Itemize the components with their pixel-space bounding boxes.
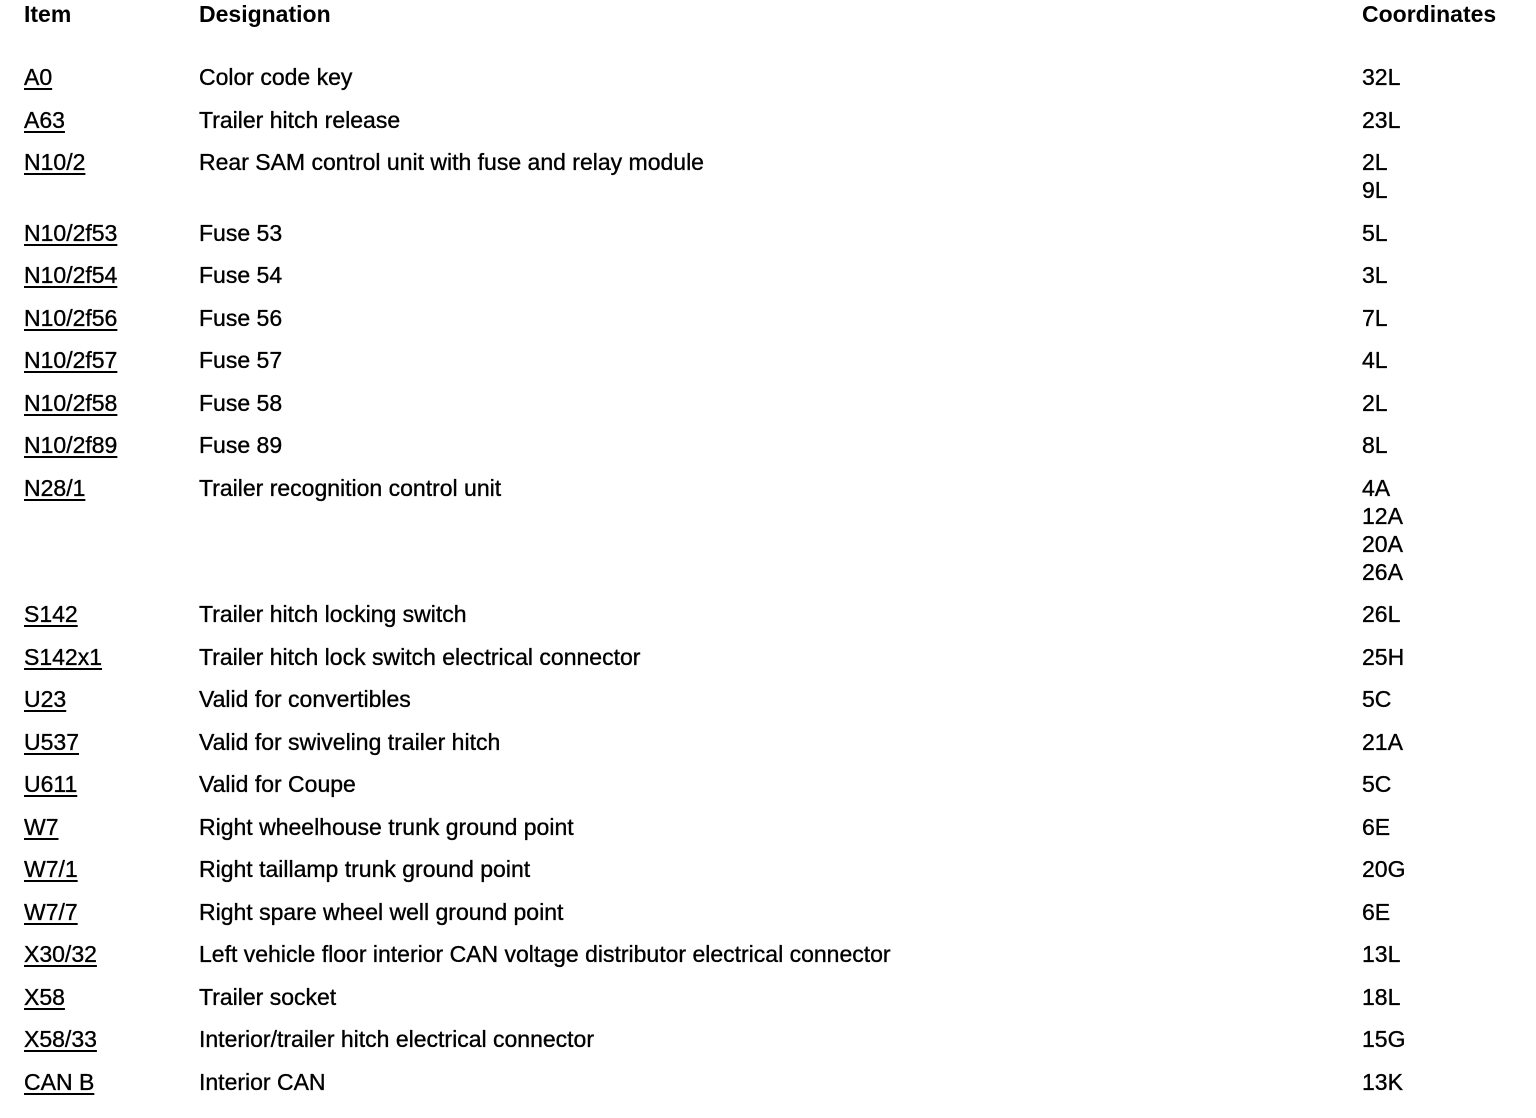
item-cell bbox=[24, 940, 97, 968]
item-link[interactable]: N10/2 bbox=[24, 149, 86, 175]
coordinate-value: 4L bbox=[1362, 347, 1388, 373]
designation-cell: Interior/trailer hitch electrical connector bbox=[199, 1026, 594, 1052]
coordinate-value: 18L bbox=[1362, 983, 1401, 1010]
coordinate-value: 8L bbox=[1362, 432, 1388, 458]
coordinate-value: 20A bbox=[1362, 530, 1403, 557]
item-cell bbox=[24, 219, 117, 247]
item-link[interactable]: U537 bbox=[24, 728, 79, 755]
designation-cell: Trailer hitch locking switch bbox=[199, 601, 467, 627]
designation-cell: Left vehicle floor interior CAN voltage distributor electrical connector bbox=[199, 941, 891, 967]
item-cell bbox=[24, 728, 79, 756]
designation-cell: Right taillamp trunk ground point bbox=[199, 856, 531, 882]
item-link[interactable]: U23 bbox=[24, 686, 67, 712]
coordinates-cell bbox=[1362, 940, 1400, 968]
coordinate-value: 13L bbox=[1362, 941, 1401, 967]
designation-cell: Fuse 56 bbox=[199, 304, 283, 331]
item-link[interactable]: N10/2f56 bbox=[24, 304, 118, 331]
coordinates-cell bbox=[1362, 1068, 1403, 1096]
coordinates-cell bbox=[1362, 346, 1388, 374]
column-header-coordinates: Coordinates bbox=[1362, 1, 1497, 27]
item-link[interactable]: N10/2f58 bbox=[24, 389, 118, 416]
item-cell bbox=[24, 1068, 94, 1096]
item-link[interactable]: X58 bbox=[24, 983, 65, 1010]
coordinates-cell bbox=[1362, 643, 1404, 671]
designation-cell: Rear SAM control unit with fuse and relay module bbox=[199, 149, 704, 175]
item-cell bbox=[24, 106, 65, 134]
coordinates-cell bbox=[1362, 898, 1390, 926]
item-link[interactable]: X30/32 bbox=[24, 941, 97, 967]
coordinates-cell bbox=[1362, 148, 1388, 204]
column-header-designation: Designation bbox=[199, 1, 331, 27]
table-header bbox=[0, 0, 1536, 52]
item-link[interactable]: W7/1 bbox=[24, 856, 78, 882]
coordinates-cell bbox=[1362, 813, 1390, 841]
coordinate-value: 21A bbox=[1362, 728, 1403, 755]
item-cell bbox=[24, 813, 59, 841]
coordinates-cell bbox=[1362, 728, 1403, 756]
item-cell bbox=[24, 346, 117, 374]
item-cell bbox=[24, 148, 85, 176]
item-cell bbox=[24, 431, 117, 459]
item-link[interactable]: N10/2f54 bbox=[24, 262, 118, 288]
item-link[interactable]: CAN B bbox=[24, 1068, 95, 1095]
coordinate-value: 5C bbox=[1362, 771, 1392, 797]
designation-cell: Fuse 58 bbox=[199, 389, 283, 416]
item-link[interactable]: A63 bbox=[24, 106, 65, 133]
coordinate-value: 15G bbox=[1362, 1026, 1406, 1052]
coordinates-cell bbox=[1362, 261, 1388, 289]
designation-cell: Trailer hitch release bbox=[199, 106, 401, 133]
item-cell bbox=[24, 685, 66, 713]
item-cell bbox=[24, 898, 78, 926]
column-header-item: Item bbox=[24, 1, 72, 27]
coordinate-value: 6E bbox=[1362, 898, 1391, 925]
designation-cell: Trailer hitch lock switch electrical connector bbox=[199, 643, 641, 670]
item-link[interactable]: N10/2f57 bbox=[24, 347, 118, 373]
item-cell bbox=[24, 600, 78, 628]
item-cell bbox=[24, 389, 117, 417]
coordinates-cell bbox=[1362, 855, 1405, 883]
coordinate-value: 2L bbox=[1362, 389, 1388, 416]
coordinates-cell bbox=[1362, 1025, 1405, 1053]
item-link[interactable]: S142 bbox=[24, 601, 78, 627]
item-link[interactable]: N28/1 bbox=[24, 474, 86, 501]
coordinates-cell bbox=[1362, 983, 1400, 1011]
designation-cell: Valid for Coupe bbox=[199, 771, 356, 797]
item-link[interactable]: U611 bbox=[24, 771, 78, 797]
coordinates-cell bbox=[1362, 304, 1388, 332]
coordinate-value: 5C bbox=[1362, 686, 1392, 712]
coordinates-cell bbox=[1362, 600, 1400, 628]
item-link[interactable]: S142x1 bbox=[24, 643, 103, 670]
coordinate-value: 5L bbox=[1362, 219, 1388, 246]
coordinate-value: 26L bbox=[1362, 601, 1401, 627]
item-cell bbox=[24, 474, 85, 502]
coordinate-value: 7L bbox=[1362, 304, 1388, 331]
item-cell bbox=[24, 855, 78, 883]
designation-cell: Valid for swiveling trailer hitch bbox=[199, 728, 501, 755]
coordinate-value: 32L bbox=[1362, 64, 1401, 90]
coordinates-cell bbox=[1362, 474, 1403, 586]
coordinates-cell bbox=[1362, 63, 1400, 91]
coordinates-cell bbox=[1362, 431, 1388, 459]
coordinates-cell bbox=[1362, 106, 1400, 134]
designation-cell: Color code key bbox=[199, 64, 353, 90]
coordinate-value: 13K bbox=[1362, 1068, 1403, 1095]
item-link[interactable]: A0 bbox=[24, 64, 53, 90]
coordinates-cell bbox=[1362, 770, 1391, 798]
coordinate-value: 4A bbox=[1362, 474, 1391, 501]
item-cell bbox=[24, 643, 102, 671]
coordinate-value: 6E bbox=[1362, 813, 1391, 840]
item-cell bbox=[24, 63, 52, 91]
designation-cell: Fuse 54 bbox=[199, 262, 283, 288]
item-link[interactable]: N10/2f89 bbox=[24, 432, 118, 458]
designation-cell: Fuse 53 bbox=[199, 219, 283, 246]
designation-cell: Fuse 57 bbox=[199, 347, 283, 373]
item-cell bbox=[24, 770, 77, 798]
coordinates-cell bbox=[1362, 685, 1391, 713]
designation-cell: Right wheelhouse trunk ground point bbox=[199, 813, 574, 840]
item-cell bbox=[24, 304, 117, 332]
coordinate-value: 23L bbox=[1362, 106, 1401, 133]
coordinates-cell bbox=[1362, 219, 1388, 247]
designation-cell: Right spare wheel well ground point bbox=[199, 898, 564, 925]
coordinates-cell bbox=[1362, 389, 1388, 417]
item-link[interactable]: W7 bbox=[24, 813, 59, 840]
designation-cell: Fuse 89 bbox=[199, 432, 283, 458]
designation-cell: Valid for convertibles bbox=[199, 686, 411, 712]
coordinate-value: 12A bbox=[1362, 502, 1403, 529]
designation-cell: Interior CAN bbox=[199, 1068, 326, 1095]
designation-cell: Trailer socket bbox=[199, 983, 337, 1010]
item-cell bbox=[24, 983, 65, 1011]
coordinate-value: 26A bbox=[1362, 558, 1403, 585]
coordinate-value: 20G bbox=[1362, 856, 1406, 882]
item-cell bbox=[24, 1025, 97, 1053]
coordinate-value: 25H bbox=[1362, 643, 1405, 670]
item-link[interactable]: N10/2f53 bbox=[24, 219, 118, 246]
item-cell bbox=[24, 261, 117, 289]
coordinate-value: 9L bbox=[1362, 177, 1388, 203]
item-link[interactable]: X58/33 bbox=[24, 1026, 97, 1052]
coordinate-value: 3L bbox=[1362, 262, 1388, 288]
designation-cell: Trailer recognition control unit bbox=[199, 474, 502, 501]
item-link[interactable]: W7/7 bbox=[24, 898, 78, 925]
coordinate-value: 2L bbox=[1362, 149, 1388, 175]
